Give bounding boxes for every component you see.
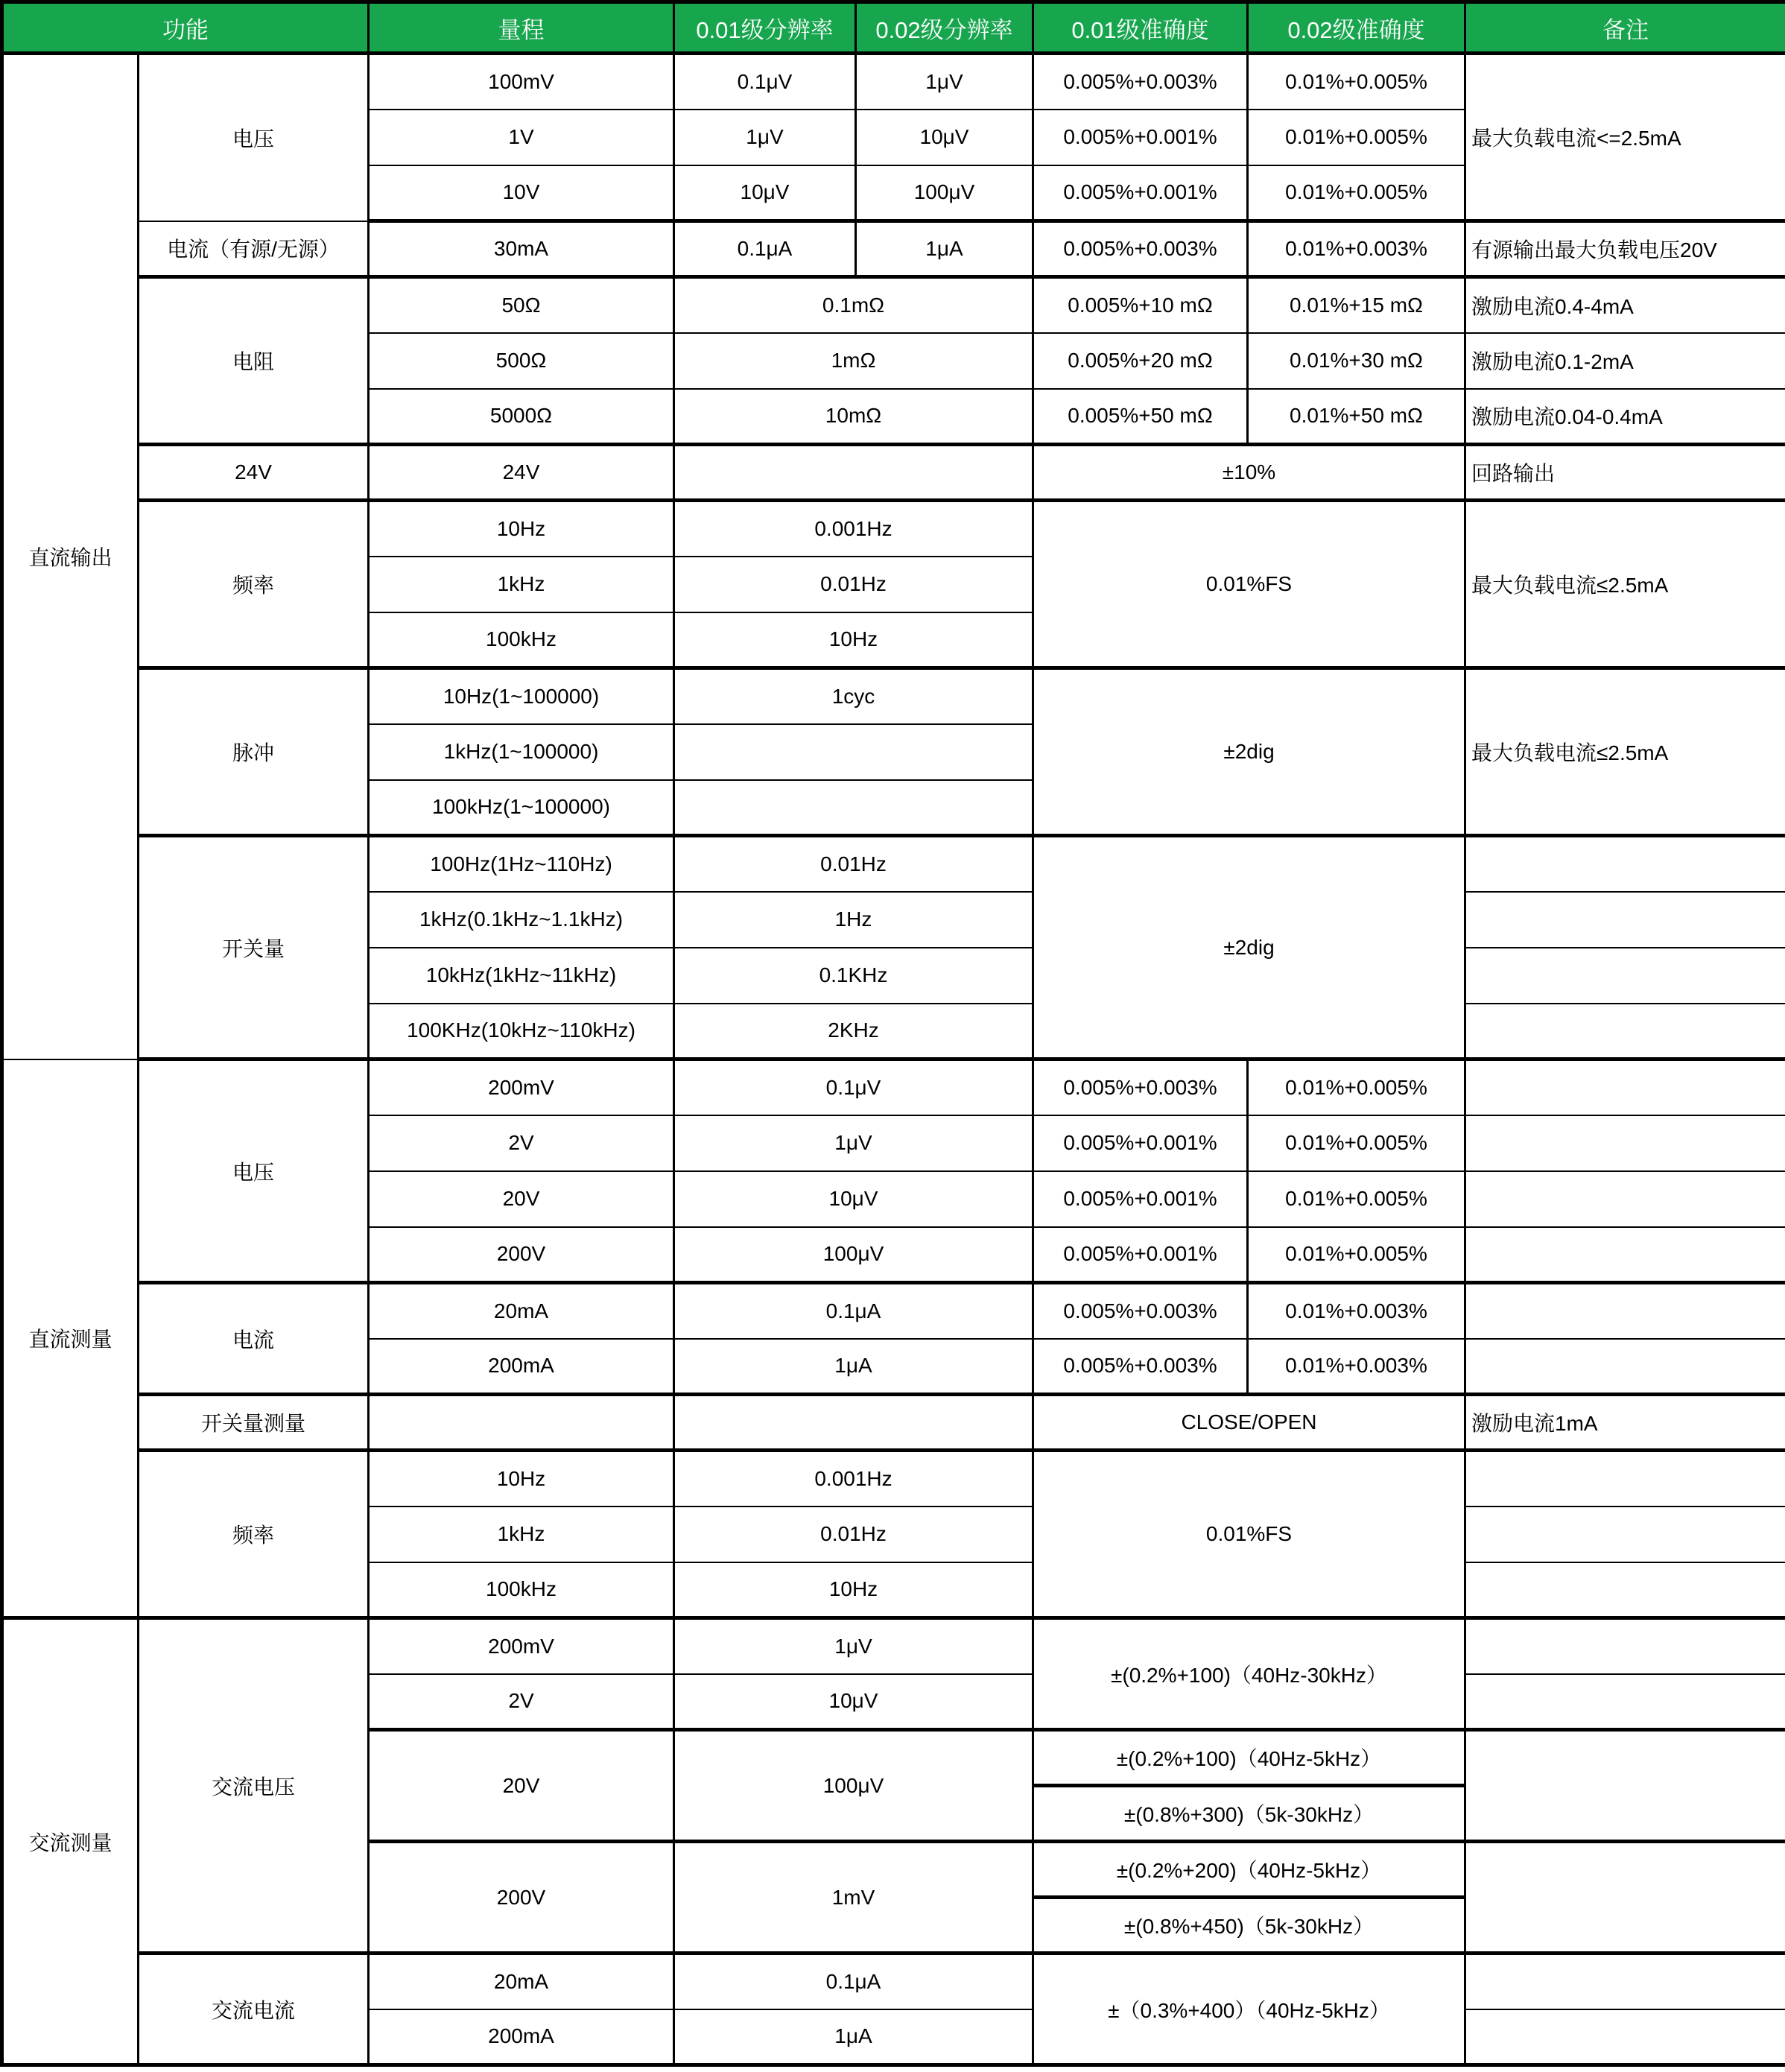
accuracy-001-cell: ±2dig: [1033, 668, 1465, 836]
resolution-001-cell: 0.1μV: [674, 54, 856, 110]
range-cell: 10Hz(1~100000): [369, 668, 674, 724]
group-label-resistance: 电阻: [139, 277, 369, 445]
accuracy-002-cell: 0.01%+0.003%: [1248, 1339, 1465, 1395]
resolution-001-cell: 10mΩ: [674, 389, 1033, 445]
range-cell: 200mA: [369, 2009, 674, 2065]
section-label-dc-output: 直流输出: [2, 54, 139, 1059]
range-cell: 1kHz: [369, 1507, 674, 1562]
accuracy-001-cell: CLOSE/OPEN: [1033, 1395, 1465, 1451]
group-label-pulse: 脉冲: [139, 668, 369, 836]
remark-cell: 激励电流0.1-2mA: [1465, 333, 1785, 389]
accuracy-002-cell: 0.01%+0.005%: [1248, 165, 1465, 221]
resolution-001-cell: 0.1KHz: [674, 948, 1033, 1004]
resolution-001-cell: [674, 445, 1033, 501]
spec-table-header: [2, 2, 1785, 54]
remark-cell: [1465, 1339, 1785, 1395]
header-remark: 备注: [1465, 2, 1785, 54]
remark-cell: 激励电流1mA: [1465, 1395, 1785, 1451]
table-row: [2, 501, 1785, 557]
resolution-001-cell: 10μV: [674, 165, 856, 221]
group-label-current-source: 电流（有源/无源）: [139, 221, 369, 277]
remark-cell: [1465, 1674, 1785, 1730]
resolution-001-cell: [674, 1395, 1033, 1451]
table-row: [2, 277, 1785, 333]
range-cell: 10V: [369, 165, 674, 221]
range-cell: 200V: [369, 1227, 674, 1283]
table-row: [2, 1618, 1785, 1674]
remark-cell: [1465, 1059, 1785, 1115]
resolution-001-cell: 0.1μA: [674, 1283, 1033, 1339]
range-cell: 24V: [369, 445, 674, 501]
header-range: 量程: [369, 2, 674, 54]
resolution-001-cell: 0.1μA: [674, 1954, 1033, 2009]
header-function: 功能: [2, 2, 369, 54]
header-row: [2, 2, 1785, 54]
accuracy-002-cell: 0.01%+0.005%: [1248, 110, 1465, 165]
range-cell: 1kHz(0.1kHz~1.1kHz): [369, 892, 674, 948]
accuracy-002-cell: 0.01%+30 mΩ: [1248, 333, 1465, 389]
resolution-001-cell: 1μV: [674, 1618, 1033, 1674]
header-resolution-001: 0.01级分辨率: [674, 2, 856, 54]
accuracy-001-cell: 0.01%FS: [1033, 501, 1465, 668]
group-label-dcm-current: 电流: [139, 1283, 369, 1395]
range-cell: 50Ω: [369, 277, 674, 333]
remark-cell: 激励电流0.4-4mA: [1465, 277, 1785, 333]
resolution-001-cell: 1Hz: [674, 892, 1033, 948]
table-row: [2, 1954, 1785, 2009]
accuracy-001-cell: 0.005%+20 mΩ: [1033, 333, 1248, 389]
range-cell: 20V: [369, 1730, 674, 1842]
table-row: [2, 836, 1785, 892]
accuracy-001-cell: 0.005%+0.003%: [1033, 1339, 1248, 1395]
range-cell: 2V: [369, 1115, 674, 1171]
table-row: [2, 54, 1785, 110]
range-cell: 10Hz: [369, 501, 674, 557]
remark-cell: 最大负载电流≤2.5mA: [1465, 668, 1785, 836]
remark-cell: [1465, 1954, 1785, 2009]
range-cell: 200V: [369, 1842, 674, 1954]
accuracy-001-cell: 0.005%+0.003%: [1033, 1059, 1248, 1115]
range-cell: 20mA: [369, 1954, 674, 2009]
accuracy-002-cell: 0.01%+0.005%: [1248, 1227, 1465, 1283]
range-cell: 1V: [369, 110, 674, 165]
range-cell: 10kHz(1kHz~11kHz): [369, 948, 674, 1004]
accuracy-001-cell: ±2dig: [1033, 836, 1465, 1059]
resolution-001-cell: [674, 780, 1033, 836]
range-cell: 2V: [369, 1674, 674, 1730]
accuracy-001-cell: ±(0.2%+200)（40Hz-5kHz）: [1033, 1842, 1465, 1898]
resolution-001-cell: 0.1mΩ: [674, 277, 1033, 333]
resolution-001-cell: 2KHz: [674, 1004, 1033, 1059]
group-label-ac-current: 交流电流: [139, 1954, 369, 2065]
accuracy-001-cell: ±10%: [1033, 445, 1465, 501]
accuracy-001-cell: 0.005%+0.001%: [1033, 110, 1248, 165]
remark-cell: [1465, 2009, 1785, 2065]
resolution-001-cell: 1cyc: [674, 668, 1033, 724]
range-cell: 100kHz(1~100000): [369, 780, 674, 836]
group-label-dcm-voltage: 电压: [139, 1059, 369, 1283]
accuracy-001-cell: ±(0.2%+100)（40Hz-5kHz）: [1033, 1730, 1465, 1786]
resolution-001-cell: [674, 724, 1033, 780]
remark-cell: [1465, 1171, 1785, 1227]
range-cell: 500Ω: [369, 333, 674, 389]
resolution-001-cell: 0.01Hz: [674, 557, 1033, 612]
remark-cell: [1465, 1115, 1785, 1171]
resolution-001-cell: 0.1μV: [674, 1059, 1033, 1115]
group-label-switch-measure: 开关量测量: [139, 1395, 369, 1451]
accuracy-001-cell: 0.005%+0.003%: [1033, 221, 1248, 277]
accuracy-002-cell: 0.01%+0.005%: [1248, 1171, 1465, 1227]
remark-cell: [1465, 1227, 1785, 1283]
remark-cell: 激励电流0.04-0.4mA: [1465, 389, 1785, 445]
resolution-001-cell: 1μV: [674, 110, 856, 165]
resolution-001-cell: 0.01Hz: [674, 1507, 1033, 1562]
range-cell: 100mV: [369, 54, 674, 110]
range-cell: 200mA: [369, 1339, 674, 1395]
resolution-001-cell: 10Hz: [674, 1562, 1033, 1618]
group-label-dcm-frequency: 频率: [139, 1451, 369, 1618]
spec-table-body: [2, 54, 1785, 2065]
range-cell: 30mA: [369, 221, 674, 277]
remark-cell: 回路输出: [1465, 445, 1785, 501]
resolution-001-cell: 1μA: [674, 1339, 1033, 1395]
range-cell: 20V: [369, 1171, 674, 1227]
accuracy-001-cell: 0.005%+0.003%: [1033, 1283, 1248, 1339]
accuracy-001-cell: 0.005%+0.001%: [1033, 1171, 1248, 1227]
accuracy-002-cell: 0.01%+0.005%: [1248, 1115, 1465, 1171]
group-label-24v: 24V: [139, 445, 369, 501]
table-row: [2, 668, 1785, 724]
table-row: [2, 1451, 1785, 1507]
range-cell: 200mV: [369, 1618, 674, 1674]
remark-cell: [1465, 892, 1785, 948]
range-cell: 100KHz(10kHz~110kHz): [369, 1004, 674, 1059]
group-label-ac-voltage: 交流电压: [139, 1618, 369, 1954]
accuracy-002-cell: 0.01%+0.003%: [1248, 1283, 1465, 1339]
table-row: [2, 1059, 1785, 1115]
group-label-frequency: 频率: [139, 501, 369, 668]
range-cell: 200mV: [369, 1059, 674, 1115]
resolution-001-cell: 100μV: [674, 1227, 1033, 1283]
accuracy-001-cell: ±(0.8%+450)（5k-30kHz）: [1033, 1898, 1465, 1954]
resolution-001-cell: 10μV: [674, 1171, 1033, 1227]
range-cell: 10Hz: [369, 1451, 674, 1507]
remark-cell: 最大负载电流<=2.5mA: [1465, 54, 1785, 221]
header-resolution-002: 0.02级分辨率: [856, 2, 1033, 54]
range-cell: 100Hz(1Hz~110Hz): [369, 836, 674, 892]
header-accuracy-002: 0.02级准确度: [1248, 2, 1465, 54]
table-row: [2, 221, 1785, 277]
resolution-001-cell: 0.001Hz: [674, 1451, 1033, 1507]
table-row: [2, 1395, 1785, 1451]
range-cell: 20mA: [369, 1283, 674, 1339]
remark-cell: [1465, 1730, 1785, 1842]
accuracy-002-cell: 0.01%+0.005%: [1248, 54, 1465, 110]
resolution-001-cell: 10Hz: [674, 612, 1033, 668]
resolution-001-cell: 0.1μA: [674, 221, 856, 277]
resolution-001-cell: 1mV: [674, 1842, 1033, 1954]
remark-cell: [1465, 1507, 1785, 1562]
remark-cell: [1465, 1451, 1785, 1507]
remark-cell: 最大负载电流≤2.5mA: [1465, 501, 1785, 668]
range-cell: [369, 1395, 674, 1451]
resolution-002-cell: 100μV: [856, 165, 1033, 221]
accuracy-001-cell: 0.005%+0.003%: [1033, 54, 1248, 110]
section-label-dc-measure: 直流测量: [2, 1059, 139, 1618]
range-cell: 100kHz: [369, 612, 674, 668]
resolution-001-cell: 1mΩ: [674, 333, 1033, 389]
resolution-002-cell: 1μA: [856, 221, 1033, 277]
accuracy-001-cell: ±（0.3%+400）（40Hz-5kHz）: [1033, 1954, 1465, 2065]
range-cell: 1kHz(1~100000): [369, 724, 674, 780]
group-label-switch: 开关量: [139, 836, 369, 1059]
remark-cell: [1465, 1562, 1785, 1618]
header-accuracy-001: 0.01级准确度: [1033, 2, 1248, 54]
section-label-ac-measure: 交流测量: [2, 1618, 139, 2065]
accuracy-001-cell: 0.005%+50 mΩ: [1033, 389, 1248, 445]
resolution-001-cell: 100μV: [674, 1730, 1033, 1842]
resolution-001-cell: 0.01Hz: [674, 836, 1033, 892]
accuracy-001-cell: 0.01%FS: [1033, 1451, 1465, 1618]
remark-cell: [1465, 1283, 1785, 1339]
resolution-002-cell: 10μV: [856, 110, 1033, 165]
remark-cell: [1465, 836, 1785, 892]
range-cell: 1kHz: [369, 557, 674, 612]
resolution-002-cell: 1μV: [856, 54, 1033, 110]
accuracy-001-cell: 0.005%+0.001%: [1033, 165, 1248, 221]
accuracy-002-cell: 0.01%+15 mΩ: [1248, 277, 1465, 333]
accuracy-001-cell: 0.005%+0.001%: [1033, 1115, 1248, 1171]
group-label-voltage: 电压: [139, 54, 369, 221]
resolution-001-cell: 1μV: [674, 1115, 1033, 1171]
accuracy-001-cell: ±(0.2%+100)（40Hz-30kHz）: [1033, 1618, 1465, 1730]
accuracy-002-cell: 0.01%+50 mΩ: [1248, 389, 1465, 445]
table-row: [2, 1283, 1785, 1339]
table-row: [2, 445, 1785, 501]
range-cell: 100kHz: [369, 1562, 674, 1618]
accuracy-002-cell: 0.01%+0.003%: [1248, 221, 1465, 277]
resolution-001-cell: 0.001Hz: [674, 501, 1033, 557]
remark-cell: [1465, 1618, 1785, 1674]
accuracy-001-cell: ±(0.8%+300)（5k-30kHz）: [1033, 1786, 1465, 1842]
remark-cell: [1465, 1004, 1785, 1059]
accuracy-001-cell: 0.005%+10 mΩ: [1033, 277, 1248, 333]
range-cell: 5000Ω: [369, 389, 674, 445]
remark-cell: [1465, 948, 1785, 1004]
resolution-001-cell: 1μA: [674, 2009, 1033, 2065]
resolution-001-cell: 10μV: [674, 1674, 1033, 1730]
accuracy-002-cell: 0.01%+0.005%: [1248, 1059, 1465, 1115]
accuracy-001-cell: 0.005%+0.001%: [1033, 1227, 1248, 1283]
remark-cell: [1465, 1842, 1785, 1954]
remark-cell: 有源输出最大负载电压20V: [1465, 221, 1785, 277]
